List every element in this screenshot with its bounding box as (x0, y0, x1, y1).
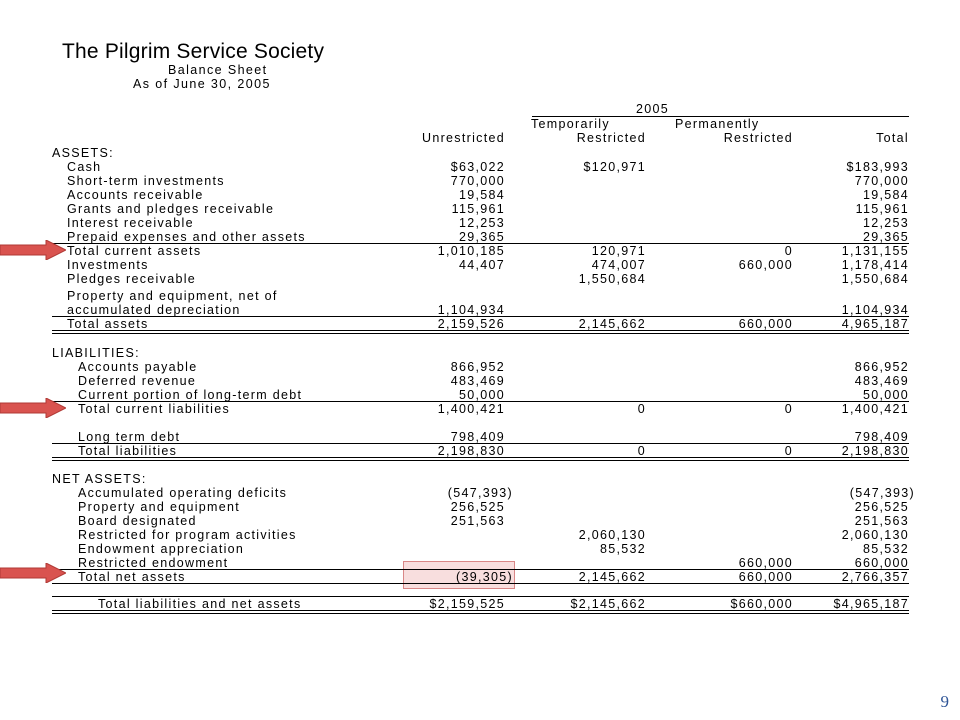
col-temp-top-header: Temporarily (531, 117, 610, 131)
cell-total: 256,525 (854, 500, 909, 514)
cell-temp: 0 (637, 444, 646, 458)
cell-temp: 1,550,684 (578, 272, 646, 286)
row-label: Total current assets (67, 244, 202, 258)
row-label: Accounts receivable (67, 188, 204, 202)
cell-unrestricted: $63,022 (450, 160, 505, 174)
cell-unrestricted: 483,469 (450, 374, 505, 388)
cell-total: 483,469 (854, 374, 909, 388)
row-label: Total assets (67, 317, 149, 331)
total-double-rule (52, 457, 909, 461)
row-label: Total current liabilities (78, 402, 230, 416)
total-double-rule (52, 330, 909, 334)
cell-temp: $120,971 (583, 160, 646, 174)
row-label: Endowment appreciation (78, 542, 245, 556)
section-heading-liabilities: LIABILITIES: (52, 346, 140, 360)
cell-total: 866,952 (854, 360, 909, 374)
cell-temp: 2,060,130 (578, 528, 646, 542)
cell-unrestricted: 29,365 (458, 230, 505, 244)
cell-perm: 660,000 (738, 556, 793, 570)
cell-perm: 0 (784, 444, 793, 458)
cell-temp: 85,532 (599, 542, 646, 556)
cell-total: 660,000 (854, 556, 909, 570)
report-subtitle: Balance Sheet (168, 63, 268, 77)
cell-unrestricted: 19,584 (458, 188, 505, 202)
cell-total: 1,131,155 (841, 244, 909, 258)
row-label: Restricted endowment (78, 556, 229, 570)
cell-total: 1,400,421 (841, 402, 909, 416)
row-label: Total liabilities and net assets (98, 597, 302, 611)
row-label: accumulated depreciation (67, 303, 241, 317)
cell-temp: 0 (637, 402, 646, 416)
cell-perm: 0 (784, 244, 793, 258)
cell-perm: 660,000 (738, 258, 793, 272)
cell-total: 2,766,357 (841, 570, 909, 584)
row-label: Accounts payable (78, 360, 198, 374)
cell-total: 12,253 (862, 216, 909, 230)
year-header: 2005 (636, 102, 670, 116)
cell-total: 29,365 (862, 230, 909, 244)
col-unrestricted-header: Unrestricted (422, 131, 505, 145)
cell-total: 1,550,684 (841, 272, 909, 286)
cell-unrestricted: 1,400,421 (437, 402, 505, 416)
col-temp-header: Restricted (576, 131, 646, 145)
row-label: Accumulated operating deficits (78, 486, 288, 500)
col-perm-header: Restricted (723, 131, 793, 145)
cell-temp: 2,145,662 (578, 317, 646, 331)
cell-total: 115,961 (855, 202, 909, 216)
section-heading-net-assets: NET ASSETS: (52, 472, 147, 486)
cell-unrestricted: (39,305) (456, 570, 513, 584)
cell-perm: 660,000 (738, 570, 793, 584)
cell-total: 798,409 (854, 430, 909, 444)
row-label: Board designated (78, 514, 197, 528)
cell-perm: 0 (784, 402, 793, 416)
cell-temp: 474,007 (591, 258, 646, 272)
cell-total: (547,393) (849, 486, 915, 500)
cell-total: 2,060,130 (841, 528, 909, 542)
cell-perm: $660,000 (730, 597, 793, 611)
cell-total: 85,532 (862, 542, 909, 556)
cell-unrestricted: 50,000 (458, 388, 505, 402)
row-label: Cash (67, 160, 102, 174)
section-heading-assets: ASSETS: (52, 146, 114, 160)
cell-total: 19,584 (862, 188, 909, 202)
cell-unrestricted: 866,952 (450, 360, 505, 374)
row-label: Current portion of long-term debt (78, 388, 303, 402)
row-label: Property and equipment, net of (67, 289, 278, 303)
grand-total-double-rule (52, 610, 909, 614)
subtotal-rule (52, 583, 909, 584)
page-number: 9 (940, 692, 949, 711)
row-label: Long term debt (78, 430, 181, 444)
row-label: Restricted for program activities (78, 528, 297, 542)
col-perm-top-header: Permanently (675, 117, 760, 131)
cell-unrestricted: 798,409 (450, 430, 505, 444)
row-label: Short-term investments (67, 174, 225, 188)
cell-perm: 660,000 (738, 317, 793, 331)
pointer-arrow-icon (0, 398, 66, 418)
cell-unrestricted: 251,563 (450, 514, 505, 528)
pointer-arrow-icon (0, 240, 66, 260)
cell-unrestricted: 2,159,526 (437, 317, 505, 331)
cell-unrestricted: 1,010,185 (437, 244, 505, 258)
col-total-header: Total (876, 131, 909, 145)
cell-unrestricted: 770,000 (450, 174, 505, 188)
row-label: Investments (67, 258, 149, 272)
cell-unrestricted: 12,253 (458, 216, 505, 230)
report-date: As of June 30, 2005 (133, 77, 271, 91)
cell-total: 770,000 (854, 174, 909, 188)
row-label: Property and equipment (78, 500, 241, 514)
row-label: Total liabilities (78, 444, 178, 458)
row-label: Deferred revenue (78, 374, 197, 388)
cell-unrestricted: 44,407 (458, 258, 505, 272)
row-label: Prepaid expenses and other assets (67, 230, 306, 244)
row-label: Interest receivable (67, 216, 194, 230)
cell-temp: 120,971 (591, 244, 646, 258)
cell-total: 50,000 (862, 388, 909, 402)
cell-unrestricted: $2,159,525 (429, 597, 505, 611)
cell-temp: $2,145,662 (570, 597, 646, 611)
row-label: Pledges receivable (67, 272, 197, 286)
cell-total: 251,563 (854, 514, 909, 528)
row-label: Grants and pledges receivable (67, 202, 275, 216)
cell-unrestricted: 1,104,934 (437, 303, 505, 317)
cell-total: 1,178,414 (841, 258, 909, 272)
row-label: Total net assets (78, 570, 186, 584)
cell-total: $4,965,187 (833, 597, 909, 611)
report-title: The Pilgrim Service Society (62, 40, 325, 63)
cell-unrestricted: 2,198,830 (437, 444, 505, 458)
cell-total: 1,104,934 (841, 303, 909, 317)
cell-unrestricted: (547,393) (447, 486, 513, 500)
pointer-arrow-icon (0, 563, 66, 583)
cell-unrestricted: 256,525 (450, 500, 505, 514)
cell-temp: 2,145,662 (578, 570, 646, 584)
cell-total: 4,965,187 (841, 317, 909, 331)
cell-total: $183,993 (846, 160, 909, 174)
cell-unrestricted: 115,961 (451, 202, 505, 216)
cell-total: 2,198,830 (841, 444, 909, 458)
